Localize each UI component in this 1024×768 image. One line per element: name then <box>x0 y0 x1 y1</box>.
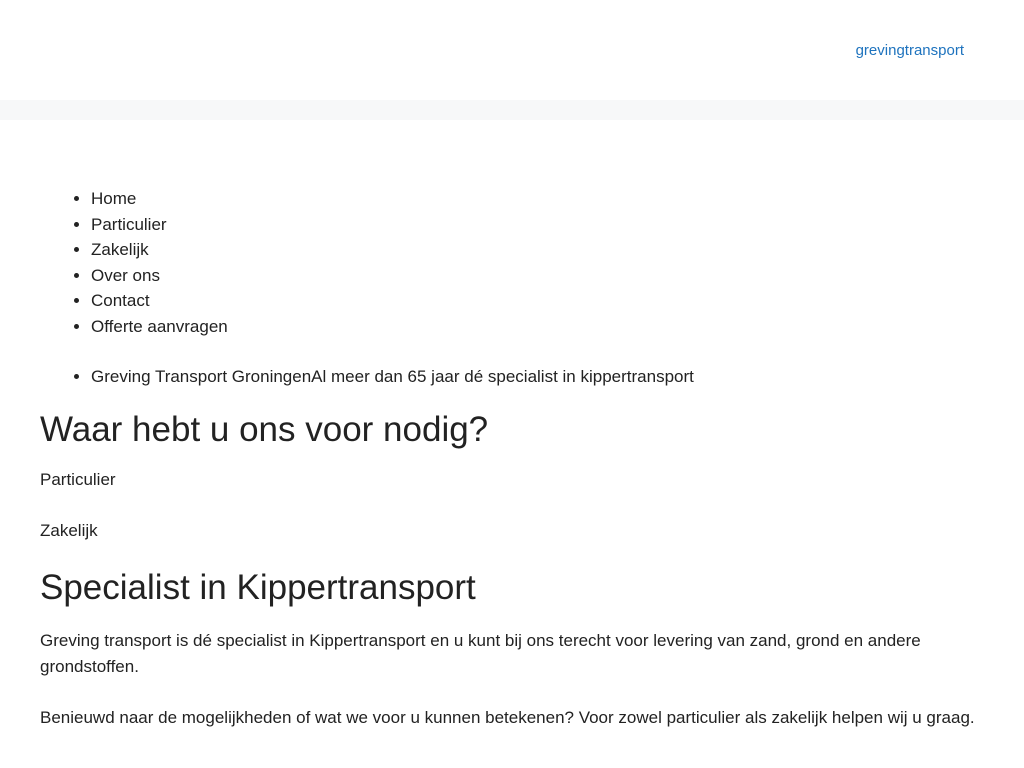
main-content <box>0 186 1024 730</box>
nav-item-over-ons[interactable] <box>91 263 984 289</box>
specialist-cta-paragraph: Benieuwd naar de mogelijkheden of wat we voor u kunnen betekenen? Voor zowel particulier als zakelijk helpen wij u graag. <box>40 707 975 727</box>
slider-tagline: • Greving Transport GroningenAl meer dan 65 jaar dé specialist in kippertransport <box>91 364 984 390</box>
need-link-particulier[interactable]: Particulier <box>40 469 116 489</box>
nav-item-particulier[interactable] <box>91 212 984 238</box>
nav-link-home[interactable]: Home <box>91 189 137 208</box>
site-title-link[interactable]: grevingtransport <box>855 42 964 59</box>
nav-link-particulier[interactable]: Particulier <box>91 214 167 234</box>
nav-item-zakelijk[interactable] <box>91 237 984 263</box>
main-navigation <box>40 186 984 339</box>
specialist-heading: Specialist in Kippertransport <box>40 568 476 607</box>
nav-item-home[interactable] <box>91 186 984 212</box>
nav-link-over-ons[interactable]: Over ons <box>91 265 160 285</box>
header-divider-band <box>0 100 1024 120</box>
need-heading: Waar hebt u ons voor nodig? <box>40 409 489 449</box>
nav-item-offerte[interactable] <box>91 314 984 340</box>
slider-list <box>40 364 984 390</box>
need-link-zakelijk[interactable]: Zakelijk <box>40 520 98 540</box>
nav-item-contact[interactable] <box>91 288 984 314</box>
nav-link-offerte-aanvragen[interactable]: Offerte aanvragen <box>91 316 228 336</box>
nav-link-contact[interactable]: Contact <box>91 291 150 310</box>
nav-link-zakelijk[interactable]: Zakelijk <box>91 240 149 259</box>
specialist-intro-paragraph: Greving transport is dé specialist in Kippertransport en u kunt bij ons terecht voor levering van zand, grond en andere grondstoffen. <box>40 631 921 676</box>
site-header <box>0 0 1024 100</box>
